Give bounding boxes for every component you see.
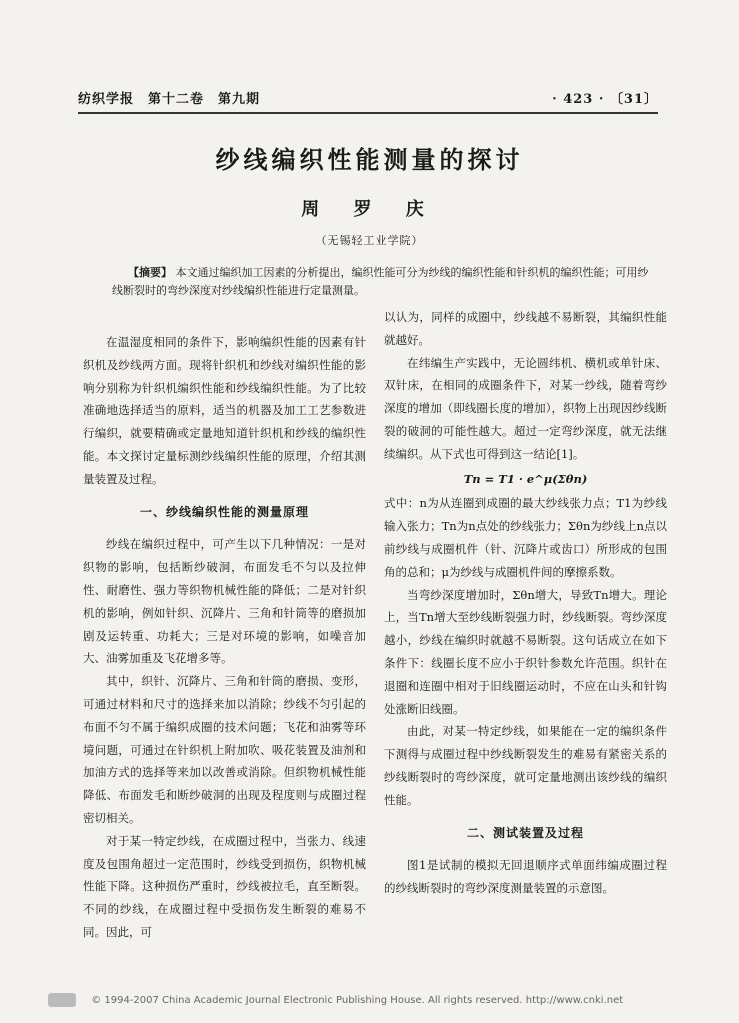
abstract-label: 【摘要】 <box>128 266 172 279</box>
abstract-text: 本文通过编织加工因素的分析提出，编织性能可分为纱线的编织性能和针织机的编织性能；可用纱线断裂时的弯纱深度对纱线编织性能进行定量测量。 <box>112 266 649 297</box>
paragraph: 纱线在编织过程中，可产生以下几种情况：一是对织物的影响，包括断纱破洞，布面发毛不匀以及拉伸性、耐磨性、强力等织物机械性能的降低；二是对针织机的影响，例如针织、沉降片、三角和针筒等的磨损加剧及运转重、功耗大；三是对环境的影响，如噪音加大、油雾加重及飞花增多等。 <box>83 537 366 666</box>
journal-info: 纺织学报 第十二卷 第九期 <box>78 92 261 107</box>
section-heading: 二、测试装置及过程 <box>466 825 584 840</box>
publisher-logo-icon <box>48 993 76 1007</box>
paragraph: 在温湿度相同的条件下，影响编织性能的因素有针织机及纱线两方面。现将针织机和纱线对编织性能的影响分别称为针织机编织性能和纱线编织性能。为了比较准确地选择适当的原料，适当的机器及加工工艺参数进行编织，就要精确或定量地知道针织机和纱线的编织性能。本文探讨定量标测纱线编织性能的原理，介绍其测量装置及过程。 <box>83 335 366 486</box>
paragraph: 对于某一特定纱线，在成圈过程中，当张力、线速度及包围角超过一定范围时，纱线受到损伤，织物机械性能下降。这种损伤严重时，纱线被拉毛，直至断裂。不同的纱线，在成圈过程中受损伤发生断裂的难易不同。因此，可 <box>83 833 366 939</box>
header-rule <box>78 112 658 114</box>
author: 周 罗 庆 <box>301 199 438 220</box>
article-title: 纱线编织性能测量的探讨 <box>215 145 524 174</box>
paragraph: 以认为，同样的成圈中，纱线越不易断裂，其编织性能就越好。 <box>384 310 667 347</box>
paragraph: 当弯纱深度增加时，Σθn增大，导致Tn增大。理论上，当Tn增大至纱线断裂强力时，纱线断裂。弯纱深度越小，纱线在编织时就越不易断裂。这句话成立在如下条件下：线圈长度不应小于织针参数允许范围。织针在退圈和连圈中相对于旧线圈运动时，不应在山头和针钩处涨断旧线圈。 <box>384 587 667 716</box>
abstract <box>112 264 657 300</box>
left-column <box>83 331 366 944</box>
right-column <box>384 306 667 900</box>
formula: Tn = T1 · e^μ(Σθn) <box>463 471 588 486</box>
section-heading: 一、纱线编织性能的测量原理 <box>139 504 309 519</box>
affiliation: （无锡轻工业学院） <box>315 234 424 247</box>
paragraph: 图1是试制的模拟无回退顺序式单面纬编成圈过程的纱线断裂时的弯纱深度测量装置的示意图。 <box>384 858 667 896</box>
paragraph: 在纬编生产实践中，无论圆纬机、横机或单针床、双针床，在相同的成圈条件下，对某一纱线，随着弯纱深度的增加（即线圈长度的增加），织物上出现因纱线断裂的破洞的可能性越大。超过一定弯纱深度，就无法继续编织。从下式也可得到这一结论[1]。 <box>384 355 667 461</box>
copyright-text: © 1994-2007 China Academic Journal Electronic Publishing House. All rights reserved. http://www.cnki.net <box>91 995 624 1006</box>
paragraph: 其中，织针、沉降片、三角和针筒的磨损、变形，可通过材料和尺寸的选择来加以消除；纱线不匀引起的布面不匀不属于编织成圈的技术问题；飞花和油雾等环境问题，可通过在针织机上附加吹、吸花装置及油剂和加油方式的选择等来加以改善或消除。但织物机械性能降低、布面发毛和断纱破洞的出现及程度则与成圈过程密切相关。 <box>83 674 366 825</box>
footer <box>48 993 738 1007</box>
page-number: · 423 · 〔31〕 <box>552 92 658 107</box>
paragraph: 式中：n为从连圈到成圈的最大纱线张力点；T1为纱线输入张力；Tn为n点处的纱线张力；Σθn为纱线上n点以前纱线与成圈机件（针、沉降片或齿口）所形成的包围角的总和；μ为纱线与成圈机件间的摩擦系数。 <box>384 496 667 579</box>
paragraph: 由此，对某一特定纱线，如果能在一定的编织条件下测得与成圈过程中纱线断裂发生的难易有紧密关系的纱线断裂时的弯纱深度，就可定量地测出该纱线的编织性能。 <box>384 724 667 807</box>
